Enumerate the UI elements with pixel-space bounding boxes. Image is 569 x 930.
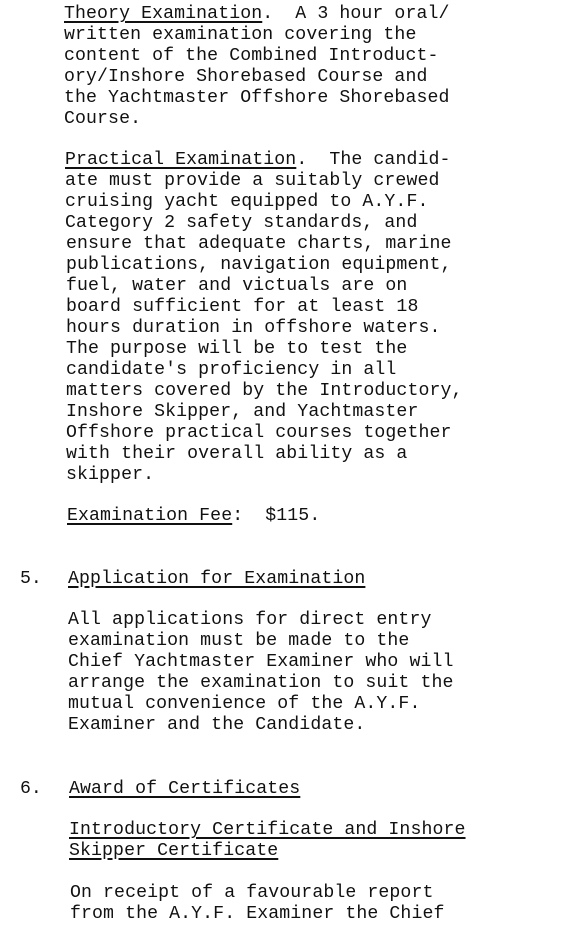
practical-line: with their overall ability as a <box>66 444 408 464</box>
section6-subheading: Skipper Certificate <box>69 841 279 861</box>
practical-line: Offshore practical courses together <box>66 423 452 443</box>
fee-colon: : <box>232 506 244 526</box>
section6-subheading: Introductory Certificate and Inshore <box>69 820 466 840</box>
section5-line: Examiner and the Candidate. <box>68 715 366 735</box>
theory-line: ory/Inshore Shorebased Course and <box>64 67 428 87</box>
theory-heading: Theory Examination <box>64 4 263 24</box>
practical-line: matters covered by the Introductory, <box>66 381 463 401</box>
practical-line: The purpose will be to test the <box>66 339 408 359</box>
section-heading: Application for Examination <box>68 569 366 589</box>
section-number: 6. <box>20 779 42 799</box>
section-heading: Award of Certificates <box>69 779 301 799</box>
fee-amount: $115. <box>265 506 321 526</box>
section5-line: mutual convenience of the A.Y.F. <box>68 694 421 714</box>
section5-line: examination must be made to the <box>68 631 410 651</box>
practical-line: fuel, water and victuals are on <box>66 276 408 296</box>
fee-label: Examination Fee <box>67 506 233 526</box>
practical-line: ensure that adequate charts, marine <box>66 234 452 254</box>
practical-line: skipper. <box>66 465 155 485</box>
practical-line: board sufficient for at least 18 <box>66 297 419 317</box>
theory-line: the Yachtmaster Offshore Shorebased <box>64 88 450 108</box>
section6-line: On receipt of a favourable report <box>70 883 434 903</box>
section-number: 5. <box>20 569 42 589</box>
practical-line: ate must provide a suitably crewed <box>65 171 440 191</box>
practical-line: candidate's proficiency in all <box>66 360 397 380</box>
practical-line1-rest: . The candid- <box>296 150 451 170</box>
examination-fee-line <box>67 506 320 527</box>
practical-line: publications, navigation equipment, <box>66 255 452 275</box>
section6-line: from the A.Y.F. Examiner the Chief <box>70 904 445 924</box>
practical-line: Inshore Skipper, and Yachtmaster <box>66 402 419 422</box>
theory-line: Course. <box>64 109 142 129</box>
theory-line1-rest: . A 3 hour oral/ <box>262 4 450 24</box>
practical-heading: Practical Examination <box>65 150 297 170</box>
practical-line: Category 2 safety standards, and <box>65 213 418 233</box>
section5-line: Chief Yachtmaster Examiner who will <box>68 652 454 672</box>
section5-line: All applications for direct entry <box>68 610 432 630</box>
practical-line: cruising yacht equipped to A.Y.F. <box>65 192 429 212</box>
theory-line: content of the Combined Introduct- <box>64 46 439 66</box>
practical-line: hours duration in offshore waters. <box>66 318 441 338</box>
section5-line: arrange the examination to suit the <box>68 673 454 693</box>
practical-first-line <box>65 150 451 171</box>
theory-line: written examination covering the <box>64 25 417 45</box>
theory-first-line <box>64 4 450 25</box>
